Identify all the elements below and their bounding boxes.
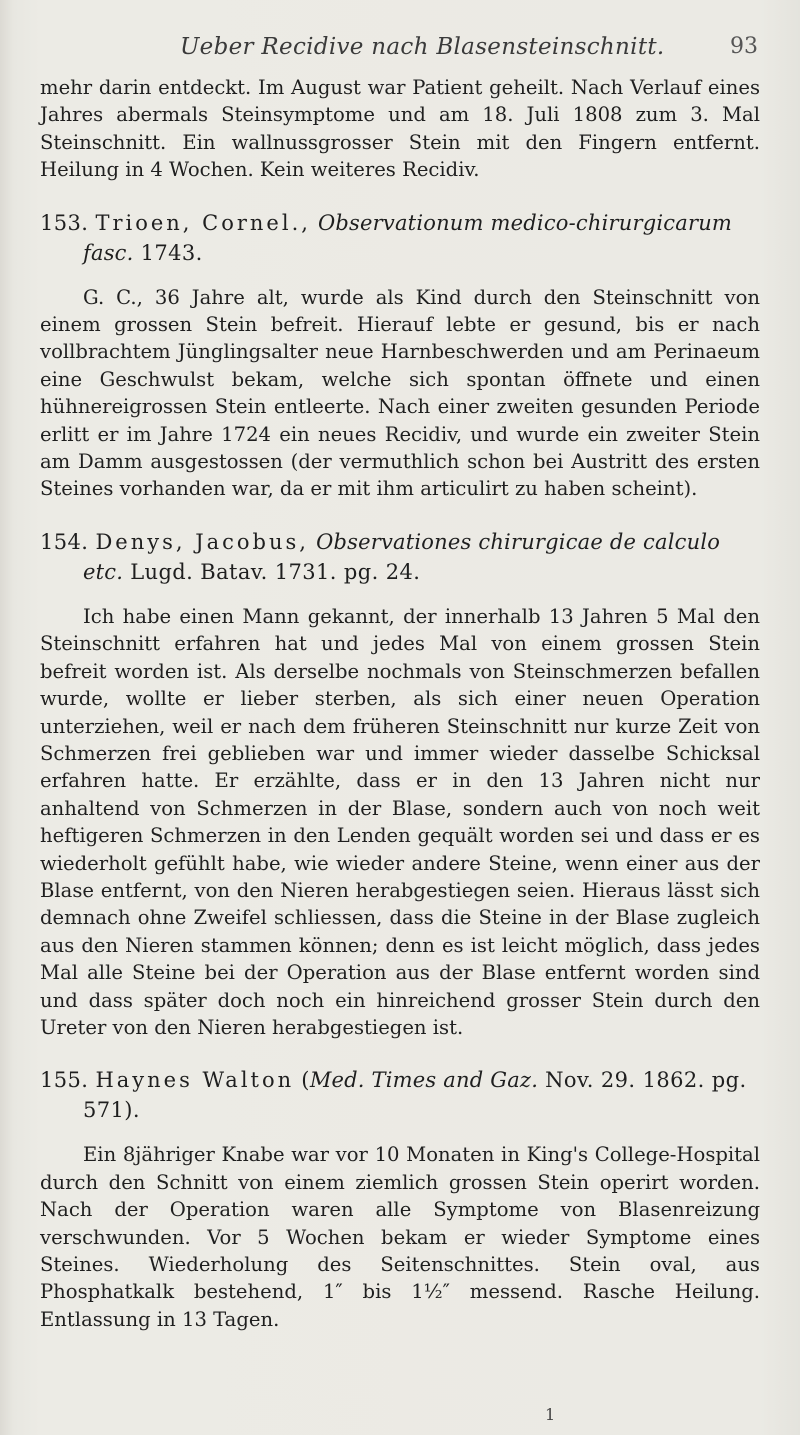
entry-author: Trioen, Cornel., xyxy=(95,210,311,235)
entry-work-title: Med. Times and Gaz. xyxy=(309,1068,539,1093)
entry-work-title: Observationes chirurgicae de calculo etc. xyxy=(83,529,721,584)
entry-publication-info: Lugd. Batav. 1731. pg. 24. xyxy=(130,559,421,584)
entry-number: 153. xyxy=(40,210,89,235)
entry-155-text: Ein 8jähriger Knabe war vor 10 Monaten in King's College-Hospital durch den Schnitt von einem ziemlich grossen Stein operirt worden. Nach der Operation waren alle Symptome von Blasenreizung verschwunden. Vor 5 Wochen bekam er wieder Symptome eines Steines. Wiederholung des Seitenschnittes. Stein oval, aus Phosphatkalk bestehend, 1″ bis 1½″ messend. Rasche Heilung. Entlassung in 13 Tagen. xyxy=(40,1143,760,1331)
entry-number: 154. xyxy=(40,529,89,554)
entry-155-citation xyxy=(40,1065,760,1125)
entry-paren-open: ( xyxy=(301,1068,310,1093)
page-number: 93 xyxy=(730,34,758,59)
entry-work-title: Observationum medico-chirurgicarum fasc. xyxy=(83,210,733,265)
entry-author: Denys, Jacobus, xyxy=(95,529,309,554)
running-head xyxy=(0,34,800,64)
running-title: Ueber Recidive nach Blasensteinschnitt. xyxy=(180,34,665,60)
footer-mark: 1 xyxy=(545,1405,556,1424)
entry-154-text: Ich habe einen Mann gekannt, der innerhalb 13 Jahren 5 Mal den Steinschnitt erfahren hat und jedes Mal von einem grossen Stein befreit worden ist. Als derselbe nochmals von Steinschmerzen befallen wurde, wollte er lieber sterben, als sich einer neuen Operation unterziehen, weil er nach dem früheren Steinschnitt nur kurze Zeit von Schmerzen frei geblieben war und immer wieder dasselbe Schicksal erfahren hatte. Er erzählte, dass er in den 13 Jahren nicht nur anhaltend von Schmerzen in der Blase, sondern auch von noch weit heftigeren Schmerzen in den Lenden gequält worden sei und dass er es wiederholt gefühlt habe, wie wieder andere Steine, wenn einer aus der Blase entfernt, von den Nieren herabgestiegen seien. Hieraus lässt sich demnach ohne Zweifel schliessen, dass die Steine in der Blase zugleich aus den Nieren stammen können; denn es ist leicht möglich, dass jedes Mal alle Steine bei der Operation aus der Blase entfernt worden sind und dass später doch noch ein hinreichend grosser Stein durch den Ureter von den Nieren herabgestiegen ist. xyxy=(40,604,760,1039)
entry-153-citation xyxy=(40,208,760,268)
page-text xyxy=(40,74,760,1333)
entry-publication-info: Nov. 29. 1862. pg. 571). xyxy=(83,1068,747,1123)
entry-number: 155. xyxy=(40,1068,89,1093)
continued-paragraph: mehr darin entdeckt. Im August war Patient geheilt. Nach Verlauf eines Jahres abermals Steinsymptome und am 18. Juli 1808 zum 3. Mal Steinschnitt. Ein wallnussgrosser Stein mit den Fingern entfernt. Heilung in 4 Wochen. Kein weiteres Recidiv. xyxy=(40,76,760,182)
entry-publication-info: 1743. xyxy=(140,240,203,265)
entry-154-citation xyxy=(40,527,760,587)
entry-153-text: G. C., 36 Jahre alt, wurde als Kind durch den Steinschnitt von einem grossen Stein befreit. Hierauf lebte er gesund, bis er nach vollbrachtem Jünglingsalter neue Harnbeschwerden und am Perinaeum eine Geschwulst bekam, welche sich spontan öffnete und einen hühnereigrossen Stein entleerte. Nach einer zweiten gesunden Periode erlitt er im Jahre 1724 ein neues Recidiv, und wurde ein zweiter Stein am Damm ausgestossen (der vermuthlich schon bei Austritt des ersten Steines vorhanden war, da er mit ihm articulirt zu haben scheint). xyxy=(40,285,760,501)
entry-author: Haynes Walton xyxy=(95,1068,295,1093)
